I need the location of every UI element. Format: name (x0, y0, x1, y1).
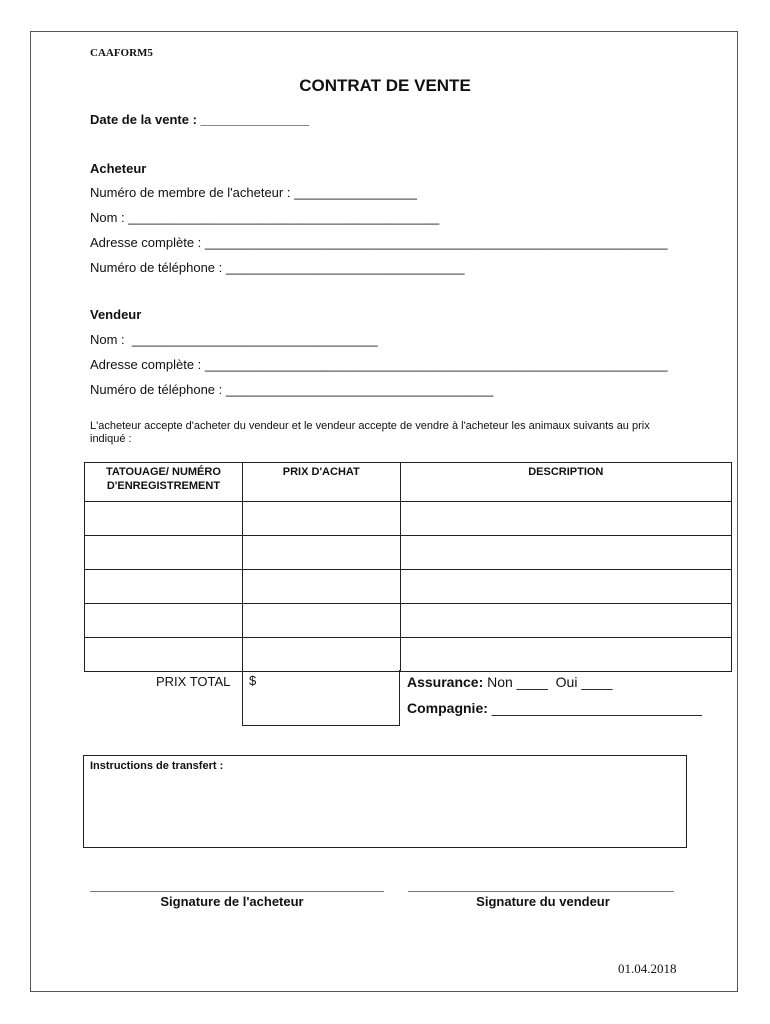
buyer-member-number-field[interactable]: Numéro de membre de l'acheteur : _________________ (90, 185, 417, 200)
total-price-field[interactable] (242, 670, 400, 726)
description-cell[interactable] (400, 604, 731, 638)
price-cell[interactable] (242, 536, 400, 570)
description-cell[interactable] (400, 638, 731, 672)
agreement-text: L'acheteur accepte d'acheter du vendeur et le vendeur accepte de vendre à l'acheteur les animaux suivants au prix indiqué : (90, 420, 650, 445)
table-row (85, 638, 732, 672)
price-cell[interactable] (242, 502, 400, 536)
company-label: Compagnie: (407, 700, 488, 716)
tattoo-cell[interactable] (85, 502, 243, 536)
seller-signature-line[interactable] (408, 891, 674, 892)
table-row (85, 536, 732, 570)
seller-heading: Vendeur (90, 307, 142, 322)
total-price-label: PRIX TOTAL (156, 674, 231, 689)
revision-date: 01.04.2018 (618, 961, 677, 976)
price-cell[interactable] (242, 638, 400, 672)
insurance-options[interactable]: Non ____ Oui ____ (487, 674, 613, 690)
seller-address-field[interactable]: Adresse complète : ________________________________________________________________ (90, 357, 668, 372)
transfer-instructions-box[interactable] (83, 755, 687, 848)
table-row (85, 502, 732, 536)
seller-name-field[interactable]: Nom : __________________________________ (90, 332, 378, 347)
animals-table (84, 462, 732, 672)
transfer-instructions-label: Instructions de transfert : (90, 760, 224, 772)
price-cell[interactable] (242, 604, 400, 638)
buyer-name-field[interactable]: Nom : ___________________________________________ (90, 210, 440, 225)
sale-date-field[interactable]: Date de la vente : _______________ (90, 112, 309, 127)
page-title: CONTRAT DE VENTE (299, 76, 471, 95)
company-field[interactable]: ___________________________ (491, 700, 703, 716)
tattoo-cell[interactable] (85, 570, 243, 604)
tattoo-cell[interactable] (85, 536, 243, 570)
buyer-heading: Acheteur (90, 161, 147, 176)
seller-phone-field[interactable]: Numéro de téléphone : _____________________________________ (90, 382, 494, 397)
table-row (85, 570, 732, 604)
insurance-label: Assurance: (407, 674, 484, 690)
column-header-description: DESCRIPTION (400, 463, 731, 502)
price-cell[interactable] (242, 570, 400, 604)
description-cell[interactable] (400, 502, 731, 536)
form-code: CAAFORM5 (90, 47, 153, 59)
tattoo-cell[interactable] (85, 604, 243, 638)
buyer-address-field[interactable]: Adresse complète : ________________________________________________________________ (90, 235, 668, 250)
tattoo-cell[interactable] (85, 638, 243, 672)
insurance-row (407, 674, 612, 690)
table-header-row (85, 463, 732, 502)
description-cell[interactable] (400, 536, 731, 570)
table-row (85, 604, 732, 638)
description-cell[interactable] (400, 570, 731, 604)
column-header-price: PRIX D'ACHAT (242, 463, 400, 502)
company-row (407, 700, 702, 716)
buyer-signature-line[interactable] (90, 891, 384, 892)
column-header-tattoo: TATOUAGE/ NUMÉRO D'ENREGISTREMENT (85, 463, 243, 502)
currency-symbol: $ (249, 673, 257, 688)
seller-signature-label: Signature du vendeur (476, 894, 610, 909)
buyer-signature-label: Signature de l'acheteur (160, 894, 304, 909)
buyer-phone-field[interactable]: Numéro de téléphone : _________________________________ (90, 260, 465, 275)
